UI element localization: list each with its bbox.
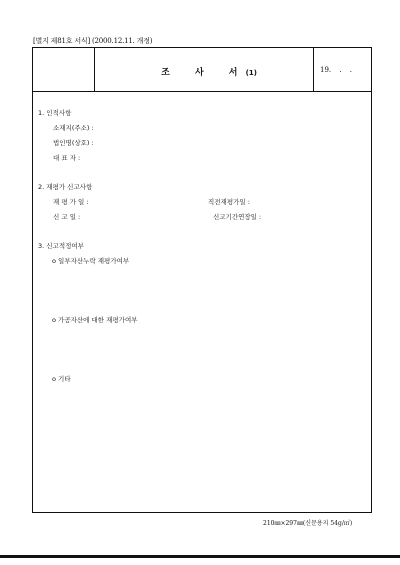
fictitious-asset-item: o 가공자산에 대한 재평가여부 [52, 316, 138, 324]
filing-extension-date-label: 신고기간연장일 : [213, 213, 262, 221]
representative-label: 대 표 자 : [53, 154, 81, 162]
bottom-bar [0, 555, 400, 558]
title-char: 조 [161, 68, 170, 78]
other-item: o 기타 [52, 375, 71, 383]
revaluation-date-label: 재 평 가 일 : [53, 198, 89, 206]
filing-date-label: 신 고 일 : [53, 213, 81, 221]
title-char: 서 [228, 68, 238, 78]
date-field: 19. . . [320, 66, 353, 74]
section2-heading: 2. 재평가 신고사항 [38, 183, 93, 191]
form-caption: [별지 제81호 서식] (2000.12.11. 개정) [33, 37, 153, 45]
paper-spec-footer: 210㎜×297㎜(신문용지 54g/㎡) [263, 520, 353, 527]
omitted-asset-item: o 일부자산누락 재평가여부 [52, 257, 130, 265]
address-label: 소재지(주소) : [53, 124, 94, 132]
section1-heading: 1. 인적사항 [38, 109, 72, 117]
title-number: (1) [245, 69, 257, 77]
form-header [33, 48, 371, 92]
company-name-label: 법인명(상호) : [53, 139, 94, 147]
form-title [94, 65, 313, 78]
section3-heading: 3. 신고적정여부 [38, 242, 84, 250]
title-char: 사 [194, 68, 204, 78]
survey-form [32, 47, 372, 513]
previous-revaluation-date-label: 직전재평가일 : [208, 198, 250, 206]
header-divider [313, 48, 314, 92]
